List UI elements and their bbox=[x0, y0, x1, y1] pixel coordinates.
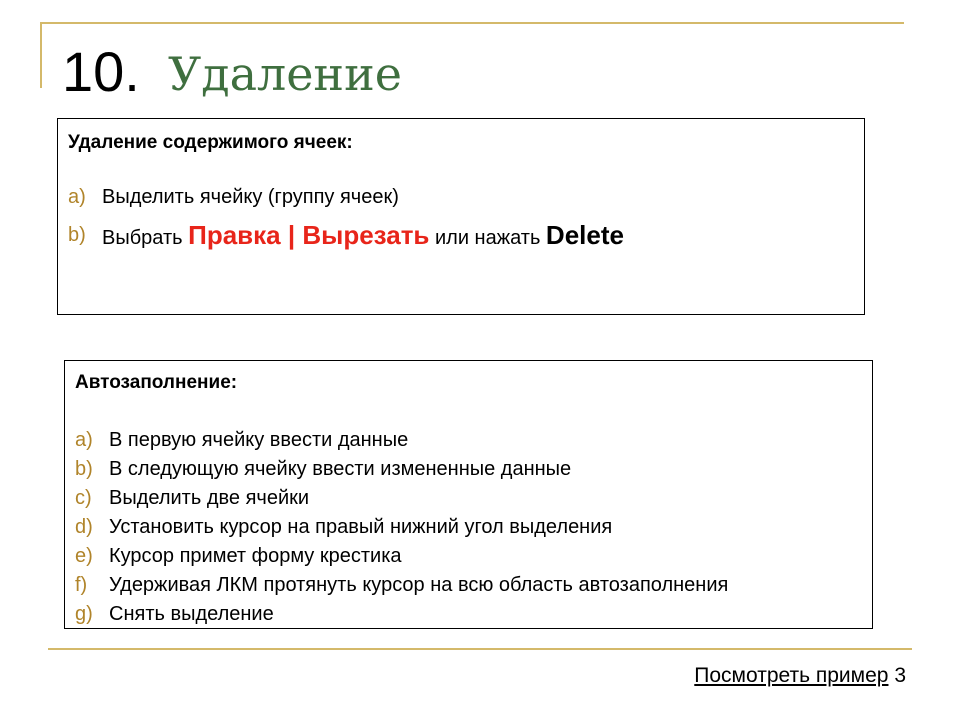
list-item bbox=[75, 484, 862, 513]
deletion-box bbox=[57, 118, 865, 315]
list-marker: d) bbox=[75, 516, 93, 538]
deletion-list bbox=[68, 185, 854, 250]
list-item-text: Удерживая ЛКМ протянуть курсор на всю область автозаполнения bbox=[109, 574, 729, 596]
list-item bbox=[75, 513, 862, 542]
slide-title: Удаление bbox=[168, 47, 402, 101]
list-marker: a) bbox=[75, 429, 93, 451]
list-item bbox=[68, 220, 854, 250]
list-marker: e) bbox=[75, 545, 93, 567]
autofill-list bbox=[75, 426, 862, 629]
example-number: 3 bbox=[894, 664, 906, 687]
list-item bbox=[75, 571, 862, 600]
menu-command: Правка | Вырезать bbox=[188, 220, 430, 250]
list-marker: a) bbox=[68, 186, 86, 208]
list-item-text: Курсор примет форму крестика bbox=[109, 545, 402, 567]
list-item-text: Выделить ячейку (группу ячеек) bbox=[102, 186, 399, 208]
frame-left-line bbox=[40, 22, 42, 88]
delete-key: Delete bbox=[545, 220, 624, 250]
footer bbox=[694, 662, 906, 690]
slide-number: 10. bbox=[62, 40, 140, 103]
list-item-text: В первую ячейку ввести данные bbox=[109, 429, 409, 451]
list-item-middle: или нажать bbox=[429, 227, 546, 249]
list-item bbox=[68, 185, 854, 209]
list-marker: f) bbox=[75, 574, 88, 596]
list-item-prefix: Выбрать bbox=[102, 227, 189, 249]
list-marker: c) bbox=[75, 487, 92, 509]
list-item bbox=[75, 455, 862, 484]
list-marker: g) bbox=[75, 603, 93, 625]
deletion-heading: Удаление содержимого ячеек: bbox=[68, 132, 353, 153]
list-item bbox=[75, 542, 862, 571]
view-example-link[interactable]: Посмотреть пример bbox=[694, 664, 889, 687]
frame-bottom-line bbox=[48, 648, 912, 650]
list-item-text: Снять выделение bbox=[109, 603, 274, 625]
autofill-heading: Автозаполнение: bbox=[75, 372, 238, 393]
list-marker: b) bbox=[75, 458, 93, 480]
list-item-text: В следующую ячейку ввести измененные данные bbox=[109, 458, 572, 480]
frame-top-line bbox=[40, 22, 904, 24]
autofill-box bbox=[64, 360, 873, 629]
list-marker: b) bbox=[68, 224, 86, 246]
list-item-text: Установить курсор на правый нижний угол выделения bbox=[109, 516, 613, 538]
list-item bbox=[75, 600, 862, 629]
list-item bbox=[75, 426, 862, 455]
list-item-text: Выделить две ячейки bbox=[109, 487, 310, 509]
